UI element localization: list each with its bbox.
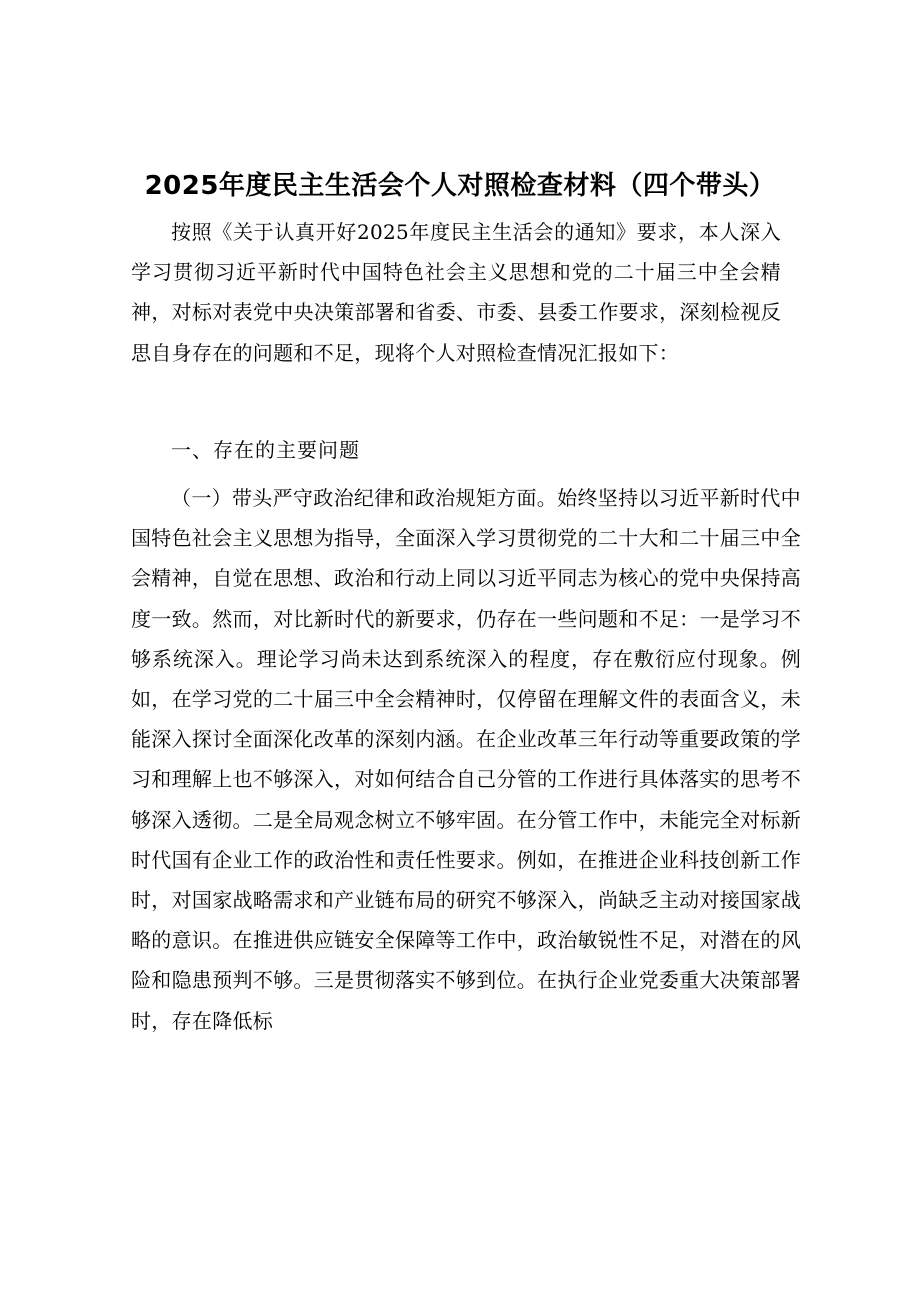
document-title: 2025年度民主生活会个人对照检查材料（四个带头） bbox=[144, 171, 776, 201]
paragraph-political-discipline: （一）带头严守政治纪律和政治规矩方面。始终坚持以习近平新时代中国特色社会主义思想为指导，全面深入学习贯彻党的二十大和二十届三中全会精神，自觉在思想、政治和行动上同以习近平同志为核心的党中央保持高度一致。然而，对比新时代的新要求，仍存在一些问题和不足：一是学习不够系统深入。理论学习尚未达到系统深入的程度，存在敷衍应付现象。例如，在学习党的二十届三中全会精神时，仅停留在理解文件的表面含义，未能深入探讨全面深化改革的深刻内涵。在企业改革三年行动等重要政策的学习和理解上也不够深入，对如何结合自己分管的工作进行具体落实的思考不够深入透彻。二是全局观念树立不够牢固。在分管工作中，未能完全对标新时代国有企业工作的政治性和责任性要求。例如，在推进企业科技创新工作时，对国家战略需求和产业链布局的研究不够深入，尚缺乏主动对接国家战略的意识。在推进供应链安全保障等工作中，政治敏锐性不足，对潜在的风险和隐患预判不够。三是贯彻落实不够到位。在执行企业党委重大决策部署时，存在降低标 bbox=[131, 486, 801, 1033]
intro-paragraph: 按照《关于认真开好2025年度民主生活会的通知》要求，本人深入学习贯彻习近平新时代中国特色社会主义思想和党的二十届三中全会精神，对标对表党中央决策部署和省委、市委、县委工作要求，深刻检视反思自身存在的问题和不足，现将个人对照检查情况汇报如下： bbox=[131, 220, 781, 365]
section-heading-main-problems: 一、存在的主要问题 bbox=[171, 438, 360, 462]
